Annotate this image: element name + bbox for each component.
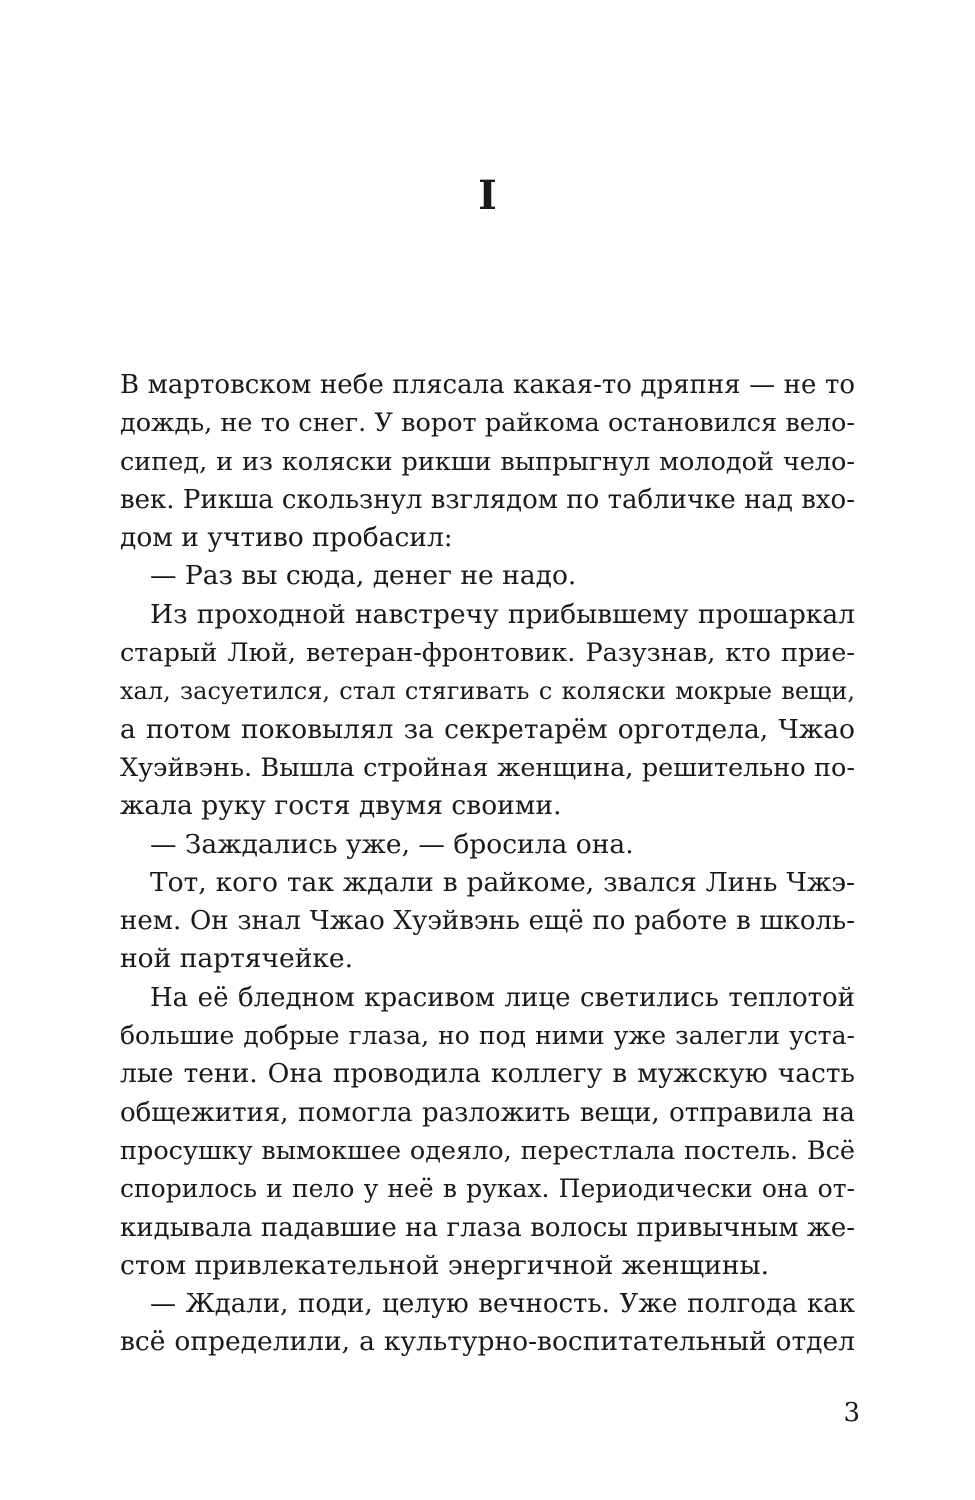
page-number: 3	[843, 1398, 860, 1428]
text-line: В мартовском небе плясала какая-то дряпня — не то	[120, 370, 855, 400]
text-line: — Заждались уже, — бросила она.	[150, 828, 634, 860]
text-line: Хуэйвэнь. Вышла стройная женщина, решительно по-	[120, 752, 855, 783]
text-line: сипед, и из коляски рикши выпрыгнул молодой чело-	[120, 446, 855, 477]
text-line: ной партячейке.	[120, 943, 354, 975]
text-line: хал, засуетился, стал стягивать с коляски мокрые вещи,	[120, 677, 855, 706]
text-line: На её бледном красивом лице светились теплотой	[150, 982, 855, 1013]
text-line: лые тени. Она проводила коллегу в мужскую часть	[120, 1058, 855, 1090]
text-line: — Ждали, поди, целую вечность. Уже полгода как	[150, 1289, 855, 1320]
text-line: большие добрые глаза, но под ними уже залегли уста-	[120, 1021, 855, 1051]
text-line: стом привлекательной энергичной женщины.	[120, 1249, 770, 1281]
text-line: дождь, не то снег. У ворот райкома остановился вело-	[120, 408, 855, 439]
text-line: всё определили, а культурно-воспитательный отдел	[120, 1326, 855, 1358]
text-line: спорилось и пело у неё в руках. Периодически она от-	[120, 1174, 855, 1204]
chapter-title: I	[478, 172, 497, 219]
text-line: а потом поковылял за секретарём орготдела, Чжао	[120, 713, 855, 745]
text-line: век. Рикша скользнул взглядом по табличке над вхо-	[120, 484, 855, 515]
text-line: старый Люй, ветеран-фронтовик. Разузнав, кто прие-	[120, 638, 855, 669]
text-line: нем. Он знал Чжао Хуэйвэнь ещё по работе в школь-	[120, 906, 855, 937]
text-line: кидывала падавшие на глаза волосы привычным же-	[120, 1212, 855, 1243]
text-line: просушку вымокшее одеяло, перестлала постель. Всё	[120, 1135, 855, 1166]
text-line: жала руку гостя двумя своими.	[120, 790, 562, 822]
text-line: Из проходной навстречу прибывшему прошаркал	[150, 598, 855, 630]
body-text	[120, 366, 855, 1362]
text-line: общежития, помогла разложить вещи, отправила на	[120, 1097, 855, 1128]
text-line: дом и учтиво пробасил:	[120, 522, 453, 554]
text-line: Тот, кого так ждали в райкоме, звался Линь Чжэ-	[150, 866, 855, 898]
text-line: — Раз вы сюда, денег не надо.	[150, 560, 577, 592]
